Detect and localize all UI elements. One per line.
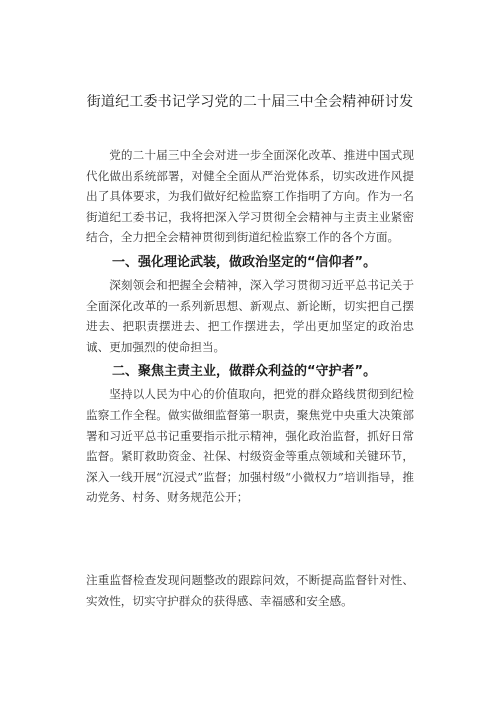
section-1-heading: 一、强化理论武装，做政治坚定的“信仰者”。 (112, 254, 377, 270)
section-2-body: 坚持以人民为中心的价值取向，把党的群众路线贯彻到纪检监察工作全程。做实做细监督第一职责，聚焦党中央重大决策部署和习近平总书记重要指示批示精神，强化政治监督，抓好日常监督。紧盯救助资金、社保、村级资金等重点领域和关键环节，深入一线开展“沉浸式”监督；加强村级“小微权力”培训指导，推动党务、村务、财务规范公开； (86, 387, 414, 505)
section-2-tail-paragraph: 注重监督检查发现问题整改的跟踪问效，不断提高监督针对性、实效性，切实守护群众的获得感、幸福感和安全感。 (86, 573, 414, 608)
section-2-heading: 二、聚焦主责主业，做群众利益的“守护者”。 (112, 364, 377, 380)
document-body (86, 145, 414, 508)
intro-paragraph: 党的二十届三中全会对进一步全面深化改革、推进中国式现代化做出系统部署，对健全全面从严治党体系，切实改进作风提出了具体要求，为我们做好纪检监察工作指明了方向。作为一名街道纪工委书记，我将把深入学习贯彻全会精神与主责主业紧密结合，全力把全会精神贯彻到街道纪检监察工作的各个方面。 (86, 148, 414, 245)
section-1-body: 深刻领会和把握全会精神，深入学习贯彻习近平总书记关于全面深化改革的一系列新思想、新观点、新论断，切实把自己摆进去、把职责摆进去、把工作摆进去，学出更加坚定的政治忠诚、更加强烈的使命担当。 (86, 277, 414, 354)
document-title: 街道纪工委书记学习党的二十届三中全会精神研讨发 (86, 94, 414, 110)
